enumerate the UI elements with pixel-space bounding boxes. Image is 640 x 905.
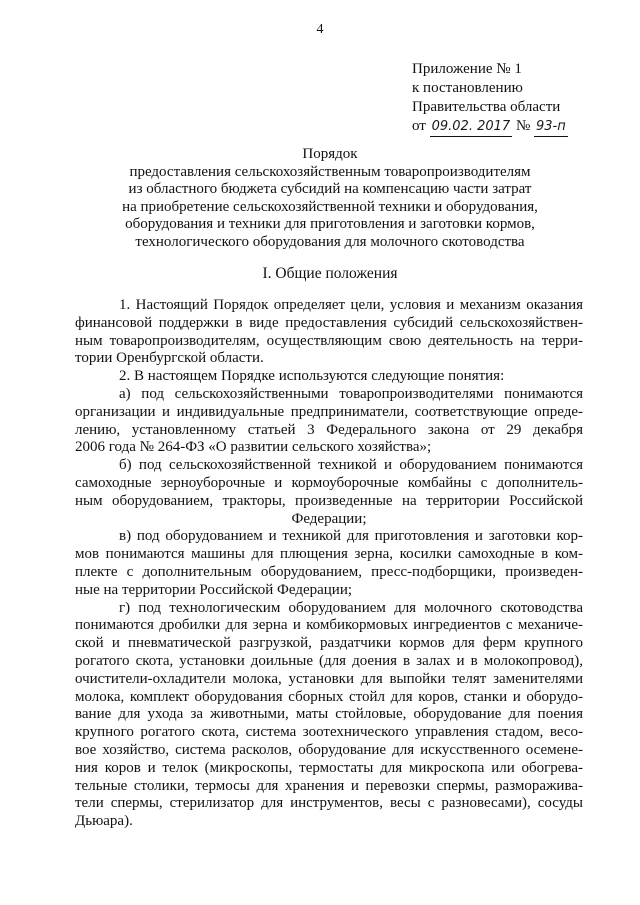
paragraph-line: а) под сельскохозяйственными товаропроизводителями понимаются: [119, 385, 583, 402]
paragraph-line: 2. В настоящем Порядке используются следующие понятия:: [119, 368, 505, 385]
paragraph-line: молока, комплект оборудования сборных стойл для коров, станки и оборудо-: [75, 688, 583, 705]
paragraph-line: самоходные зерноуборочные и кормоуборочные комбайны с дополнитель-: [75, 474, 583, 491]
title-line: предоставления сельскохозяйственным товаропроизводителям: [129, 163, 531, 180]
title-line: на приобретение сельскохозяйственной техники и оборудования,: [122, 198, 538, 215]
paragraph-line: 2006 года № 264-ФЗ «О развитии сельского хозяйства»;: [75, 439, 432, 456]
page-number: 4: [316, 22, 324, 37]
paragraph-line: тории Оренбургской области.: [75, 350, 264, 367]
paragraph-line: понимаются дробилки для зерна и комбикормовых ингредиентов с механиче-: [75, 617, 583, 634]
title-line: оборудования и техники для приготовления и заготовки кормов,: [125, 216, 535, 233]
title-line: из областного бюджета субсидий на компенсацию части затрат: [128, 181, 532, 198]
appendix-title: Приложение № 1: [412, 61, 522, 77]
paragraph-line: ской и пневматической разгрузкой, раздатчики кормов для ферм крупного: [75, 635, 583, 652]
paragraph-line: ния коров и телок (микроскопы, термостаты для микроскопа или обогрева-: [75, 759, 583, 776]
paragraph-line: вание для ухода за животными, маты стойловые, оборудование для поения: [75, 706, 583, 723]
paragraph-line: организации и индивидуальные предприниматели, соответствующие опреде-: [75, 403, 583, 420]
appendix-date-line: [412, 117, 568, 137]
title-heading: Порядок: [302, 146, 358, 162]
paragraph-line: тельные столики, термосы для хранения и перевозки спермы, разморажива-: [75, 777, 583, 794]
paragraph-line: г) под технологическим оборудованием для молочного скотоводства: [119, 599, 583, 616]
body-text: [75, 297, 583, 831]
paragraph-line: ным оборудованием, тракторы, произведенные на территории Российской: [75, 492, 583, 509]
paragraph-line: б) под сельскохозяйственной техникой и оборудованием понимаются: [119, 457, 583, 474]
paragraph-line: Дьюара).: [75, 813, 133, 830]
paragraph-line: плекте с дополнительным оборудованием, пресс-подборщики, произведен-: [75, 563, 583, 580]
appendix-block: [412, 60, 568, 137]
paragraph-line: очистители-охладители молока, установки для выпойки телят заменителями: [75, 670, 583, 687]
handwritten-date: 09.02. 2017: [430, 117, 513, 137]
paragraph-line: в) под оборудованием и техникой для приготовления и заготовки кор-: [119, 528, 583, 545]
paragraph-line: ные на территории Российской Федерации;: [75, 581, 353, 598]
paragraph-line: рогатого скота, установки доильные (для доения в залах и в молокопровод),: [75, 652, 583, 669]
section-heading: I. Общие положения: [262, 265, 398, 282]
paragraph-line: Федерации;: [291, 510, 367, 527]
handwritten-number: 93-п: [534, 117, 568, 137]
title-line: технологического оборудования для молочного скотоводства: [135, 233, 525, 250]
paragraph-line: финансовой поддержки в виде предоставления субсидий сельскохозяйствен-: [75, 314, 583, 331]
paragraph-line: вое хозяйство, система расколов, оборудование для искусственного осемене-: [75, 741, 583, 758]
paragraph-line: мов понимаются машины для плющения зерна, косилки самоходные в ком-: [75, 546, 583, 563]
paragraph-line: лению, установленному статьей 3 Федерального закона от 29 декабря: [75, 421, 583, 438]
number-prefix: №: [515, 118, 531, 134]
appendix-issuer: Правительства области: [412, 99, 561, 115]
paragraph-line: 1. Настоящий Порядок определяет цели, условия и механизм оказания: [119, 297, 583, 313]
document-title: [60, 146, 600, 252]
date-prefix: от: [412, 118, 426, 134]
paragraph-line: тели спермы, стерилизатор для инструментов, весы с разновесами), сосуды: [75, 795, 583, 812]
paragraph-line: ным товаропроизводителям, осуществляющим свою деятельность на терри-: [75, 332, 583, 349]
paragraph-line: крупного рогатого скота, система зоотехнического управления стадом, весо-: [75, 724, 583, 741]
appendix-resolution-ref: к постановлению: [412, 80, 523, 96]
